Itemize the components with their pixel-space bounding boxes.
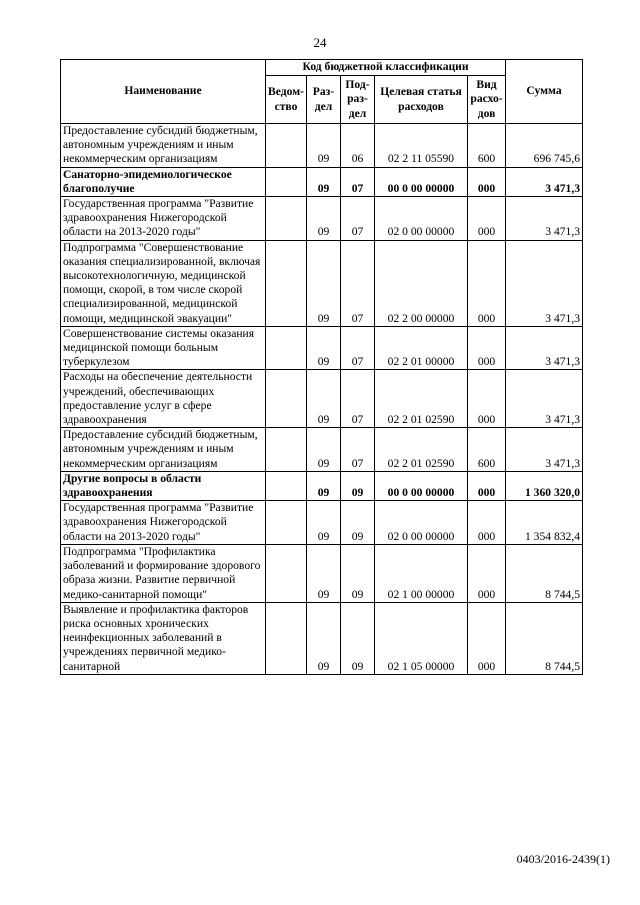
row-name: Государственная программа "Развитие здравоохранения Нижегородской области на 2013-2020 годы"	[61, 197, 266, 241]
header-expense-type: Вид расхо-дов	[468, 76, 506, 124]
row-subsection: 09	[341, 471, 375, 500]
row-sum: 1 354 832,4	[506, 501, 583, 545]
row-target-item: 02 2 01 02590	[375, 370, 468, 428]
row-section: 09	[307, 428, 341, 472]
row-sum: 3 471,3	[506, 197, 583, 241]
header-name: Наименование	[61, 60, 266, 124]
row-expense-type: 000	[468, 240, 506, 326]
row-subsection: 06	[341, 124, 375, 168]
row-expense-type: 000	[468, 501, 506, 545]
row-department	[266, 544, 307, 602]
table-header	[61, 60, 583, 124]
row-sum: 8 744,5	[506, 602, 583, 674]
table-row	[61, 602, 583, 674]
row-expense-type: 000	[468, 167, 506, 196]
table-row	[61, 471, 583, 500]
table-row	[61, 240, 583, 326]
row-target-item: 02 1 05 00000	[375, 602, 468, 674]
row-sum: 3 471,3	[506, 167, 583, 196]
row-section: 09	[307, 124, 341, 168]
row-name: Расходы на обеспечение деятельности учреждений, обеспечивающих предоставление услуг в сфере здравоохранения	[61, 370, 266, 428]
row-department	[266, 197, 307, 241]
row-subsection: 07	[341, 370, 375, 428]
row-department	[266, 240, 307, 326]
table-row	[61, 501, 583, 545]
table-row	[61, 370, 583, 428]
row-expense-type: 000	[468, 370, 506, 428]
row-department	[266, 124, 307, 168]
row-target-item: 02 1 00 00000	[375, 544, 468, 602]
row-target-item: 00 0 00 00000	[375, 167, 468, 196]
row-target-item: 02 2 11 05590	[375, 124, 468, 168]
row-subsection: 09	[341, 544, 375, 602]
row-section: 09	[307, 197, 341, 241]
row-target-item: 02 2 01 00000	[375, 326, 468, 370]
row-sum: 3 471,3	[506, 428, 583, 472]
row-expense-type: 600	[468, 124, 506, 168]
header-classification-group: Код бюджетной классификации	[266, 60, 506, 76]
row-name: Выявление и профилактика факторов риска основных хронических неинфекционных заболеваний в учреждениях первичной медико-санитарной	[61, 602, 266, 674]
row-name: Государственная программа "Развитие здравоохранения Нижегородской области на 2013-2020 годы"	[61, 501, 266, 545]
row-section: 09	[307, 370, 341, 428]
row-subsection: 07	[341, 428, 375, 472]
row-name: Подпрограмма "Профилактика заболеваний и формирование здорового образа жизни. Развитие первичной медико-санитарной помощи"	[61, 544, 266, 602]
row-name: Предоставление субсидий бюджетным, автономным учреждениям и иным некоммерческим организациям	[61, 124, 266, 168]
row-expense-type: 000	[468, 197, 506, 241]
row-name: Подпрограмма "Совершенствование оказания специализированной, включая высокотехнологичную, медицинской помощи, скорой, в том числе скорой специализированной, медицинской помощи, медицинской эвакуации"	[61, 240, 266, 326]
header-sum: Сумма	[506, 60, 583, 124]
row-department	[266, 428, 307, 472]
page-number: 24	[313, 35, 327, 50]
row-name: Совершенствование системы оказания медицинской помощи больным туберкулезом	[61, 326, 266, 370]
row-section: 09	[307, 240, 341, 326]
table-row	[61, 428, 583, 472]
row-subsection: 09	[341, 501, 375, 545]
row-expense-type: 000	[468, 471, 506, 500]
row-department	[266, 167, 307, 196]
header-subsection: Под-раз-дел	[341, 76, 375, 124]
row-sum: 696 745,6	[506, 124, 583, 168]
table-row	[61, 326, 583, 370]
row-target-item: 02 0 00 00000	[375, 197, 468, 241]
table-row	[61, 544, 583, 602]
header-department: Ведом-ство	[266, 76, 307, 124]
row-subsection: 09	[341, 602, 375, 674]
row-department	[266, 501, 307, 545]
row-department	[266, 370, 307, 428]
row-section: 09	[307, 602, 341, 674]
row-section: 09	[307, 501, 341, 545]
row-name: Другие вопросы в области здравоохранения	[61, 471, 266, 500]
header-target-item: Целевая статья расходов	[375, 76, 468, 124]
row-section: 09	[307, 471, 341, 500]
table-row	[61, 167, 583, 196]
row-sum: 3 471,3	[506, 370, 583, 428]
row-department	[266, 471, 307, 500]
budget-table	[60, 59, 583, 675]
row-expense-type: 000	[468, 602, 506, 674]
row-sum: 3 471,3	[506, 326, 583, 370]
table-row	[61, 197, 583, 241]
row-subsection: 07	[341, 197, 375, 241]
row-name: Предоставление субсидий бюджетным, автономным учреждениям и иным некоммерческим организациям	[61, 428, 266, 472]
row-expense-type: 000	[468, 326, 506, 370]
table-row	[61, 124, 583, 168]
row-sum: 3 471,3	[506, 240, 583, 326]
row-section: 09	[307, 544, 341, 602]
row-subsection: 07	[341, 240, 375, 326]
row-subsection: 07	[341, 326, 375, 370]
row-sum: 1 360 320,0	[506, 471, 583, 500]
document-code: 0403/2016-2439(1)	[516, 852, 610, 866]
header-section: Раз-дел	[307, 76, 341, 124]
row-target-item: 02 2 01 02590	[375, 428, 468, 472]
row-expense-type: 000	[468, 544, 506, 602]
row-target-item: 02 2 00 00000	[375, 240, 468, 326]
row-target-item: 02 0 00 00000	[375, 501, 468, 545]
row-subsection: 07	[341, 167, 375, 196]
row-name: Санаторно-эпидемиологическое благополучие	[61, 167, 266, 196]
row-sum: 8 744,5	[506, 544, 583, 602]
row-section: 09	[307, 326, 341, 370]
table-body	[61, 124, 583, 675]
row-department	[266, 602, 307, 674]
row-section: 09	[307, 167, 341, 196]
row-department	[266, 326, 307, 370]
row-target-item: 00 0 00 00000	[375, 471, 468, 500]
row-expense-type: 600	[468, 428, 506, 472]
